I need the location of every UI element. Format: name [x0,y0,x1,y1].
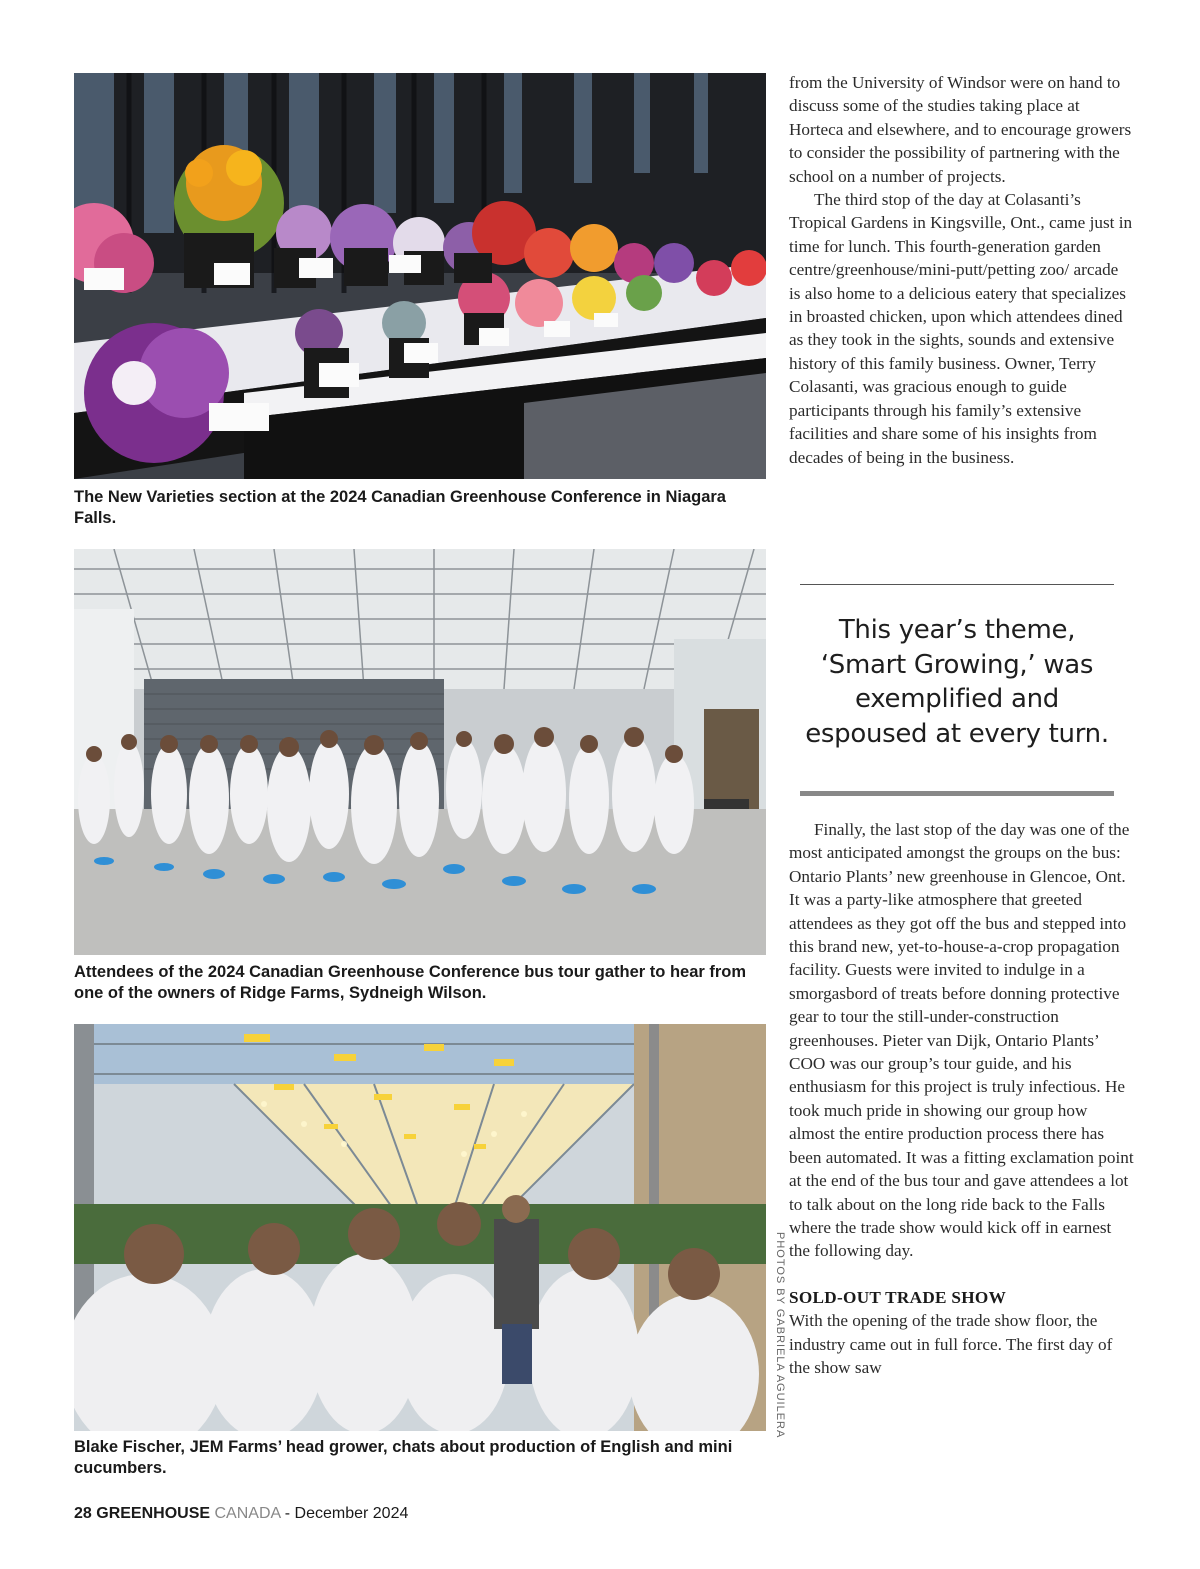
magazine-name-light: CANADA [214,1505,281,1522]
pullquote-top-rule [800,584,1114,585]
article-paragraph: from the University of Windsor were on hand to discuss some of the studies taking place at Horteca and elsewhere, and to encourage growers to consider the possibility of partnering with the school on a number of projects. [789,73,1132,186]
photo-caption: Blake Fischer, JEM Farms’ head grower, chats about production of English and mini cucumbers. [74,1438,733,1477]
pullquote: This year’s theme, ‘Smart Growing,’ was exemplified and espoused at every turn. [805,615,1109,749]
article-paragraph: Finally, the last stop of the day was one of the most anticipated amongst the groups on the bus: Ontario Plants’ new greenhouse in Glencoe, Ont. It was a party-like atmosphere that greeted attendees as they got off the bus and stepped into this brand new, yet-to-house-a-crop propagation facility. Guests were invited to indulge in a smorgasbord of treats before donning protective gear to tour the still-under-construction greenhouses. Pieter van Dijk, Ontario Plants’ COO was our group’s tour guide, and his enthusiasm for this project is truly infectious. He took much pride in showing our group how almost the entire production process there has been automated. It was a fitting exclamation point at the end of the bus tour and gave attendees a lot to talk about on the long ride back to the Falls where the trade show would kick off in earnest the following day. [789,820,1134,1261]
article-column-bottom [789,818,1134,1379]
photo-caption: Attendees of the 2024 Canadian Greenhouse Conference bus tour gather to hear from one of the owners of Ridge Farms, Sydneigh Wilson. [74,963,747,1002]
article-paragraph: The third stop of the day at Colasanti’s Tropical Gardens in Kingsville, Ont., came just in time for lunch. This fourth-generation garden centre/greenhouse/mini-putt/petting zoo/ arcade is also home to a delicious eatery that specializes in broasted chicken, upon which attendees dined as they took in the sights, sounds and extensive history of this family business. Owner, Terry Colasanti, was gracious enough to guide participants through his family’s extensive facilities and share some of his insights from decades of being in the business. [789,190,1133,467]
footer-separator: - [280,1505,295,1522]
magazine-name: GREENHOUSE [96,1505,211,1522]
photo-ridge-farms-tour [74,549,766,955]
issue-date: December 2024 [294,1505,409,1522]
photo-caption: The New Varieties section at the 2024 Canadian Greenhouse Conference in Niagara Falls. [74,488,726,527]
photo-jem-farms [74,1024,766,1431]
page-number: 28 [74,1505,92,1522]
article-column-top [789,71,1134,469]
pullquote-bottom-rule [800,791,1114,796]
section-subhead: SOLD-OUT TRADE SHOW [789,1287,1007,1307]
jem-farms-image [74,1024,766,1431]
article-paragraph: With the opening of the trade show floor, the industry came out in full force. The first day of the show saw [789,1311,1113,1377]
photo-credit: PHOTOS BY GABRIELA AGUILERA [774,1232,786,1439]
photo-new-varieties [74,73,766,479]
new-varieties-image [74,73,766,479]
ridge-farms-image [74,549,766,955]
page-footer [74,1505,408,1523]
